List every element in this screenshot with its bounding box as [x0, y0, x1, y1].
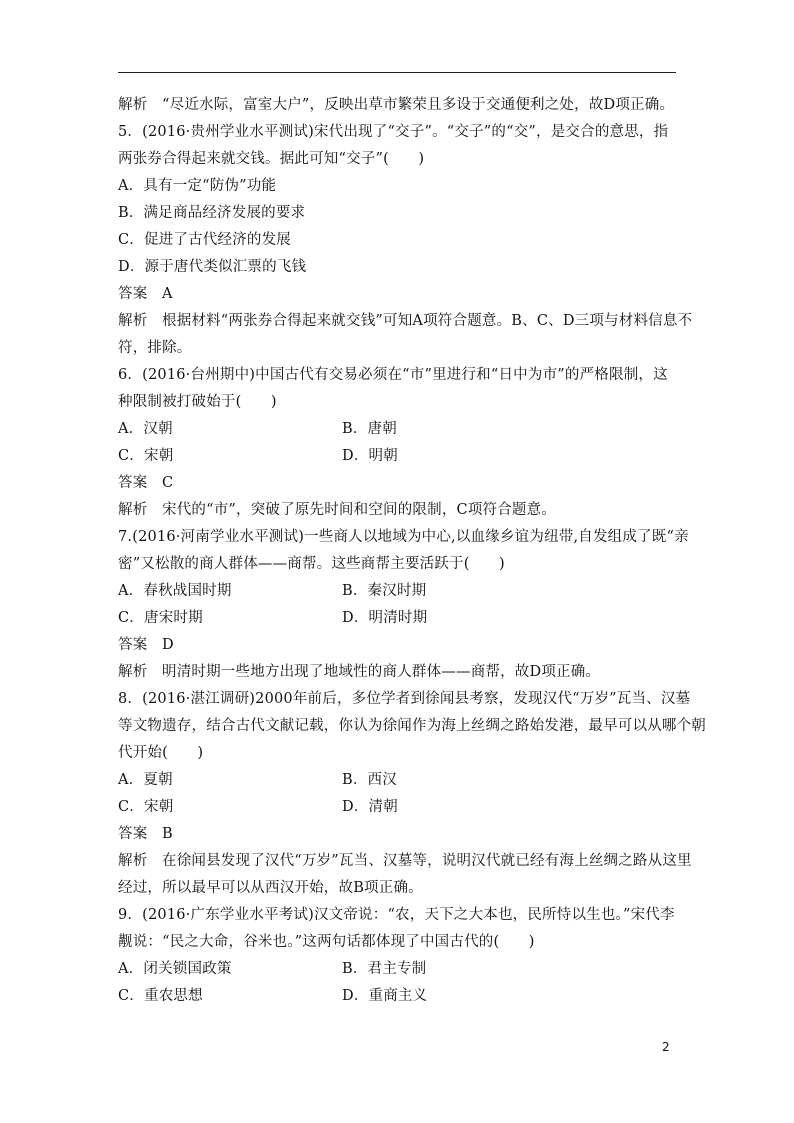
q9-stem-line-1: 9．(2016·广东学业水平考试)汉文帝说：“农，天下之大本也，民所恃以生也。”宋代李	[118, 907, 675, 923]
q7-analysis-text: 明清时期一些地方出现了地域性的商人群体——商帮，故D项正确。	[162, 664, 601, 680]
q6-stem-line-2: 种限制被打破始于( )	[118, 394, 277, 410]
q8-option-a: A．夏朝	[118, 772, 173, 788]
q8-answer: B	[162, 826, 173, 842]
q5-analysis-line-2: 符，排除。	[118, 340, 192, 356]
answer-label: 答案	[118, 826, 148, 842]
q7-answer-line	[118, 632, 678, 659]
q6-options-row-1	[118, 416, 678, 443]
q8-stem-line-1: 8．(2016·湛江调研)2000年前后，多位学者到徐闻县考察，发现汉代“万岁”瓦当、汉墓	[118, 691, 691, 707]
q7-options-row-2	[118, 605, 678, 632]
q5-option-a: A．具有一定“防伪”功能	[118, 178, 277, 194]
q7-option-b: B．秦汉时期	[342, 583, 427, 599]
q8-answer-line	[118, 821, 678, 848]
q7-stem-line-1: 7.(2016·河南学业水平测试)一些商人以地域为中心,以血缘乡谊为纽带,自发组成了既“亲	[118, 529, 689, 545]
q5-answer: A	[162, 286, 173, 302]
q5-stem-line-1: 5．(2016·贵州学业水平测试)宋代出现了“交子”。“交子”的“交”，是交合的意思，指	[118, 124, 669, 140]
q6-options-row-2	[118, 443, 678, 470]
q9-option-a: A．闭关锁国政策	[118, 961, 232, 977]
q5-option-b: B．满足商品经济发展的要求	[118, 205, 306, 221]
q7-answer: D	[162, 637, 174, 653]
q8-analysis-line-1	[118, 848, 692, 875]
analysis-label: 解析	[118, 313, 148, 329]
q8-option-d: D．清朝	[342, 799, 398, 815]
q8-option-b: B．西汉	[342, 772, 397, 788]
q8-stem-line-3: 代开始( )	[118, 745, 204, 761]
q7-options-row-1	[118, 578, 678, 605]
q6-answer: C	[162, 475, 174, 491]
q6-answer-line	[118, 470, 678, 497]
q9-options-row-2	[118, 983, 678, 1010]
q9-stem-line-2: 觏说：“民之大命，谷米也。”这两句话都体现了中国古代的( )	[118, 934, 535, 950]
q9-option-b: B．君主专制	[342, 961, 427, 977]
q8-options-row-2	[118, 794, 678, 821]
answer-label: 答案	[118, 637, 148, 653]
q4-analysis-text: “尽近水际，富室大户”，反映出草市繁荣且多设于交通便利之处，故D项正确。	[162, 97, 675, 113]
q9-options-row-1	[118, 956, 678, 983]
document-body	[118, 92, 706, 1010]
q8-options-row-1	[118, 767, 678, 794]
q5-analysis-line-1	[118, 308, 693, 335]
q6-option-a: A．汉朝	[118, 421, 173, 437]
q9-option-c: C．重农思想	[118, 988, 203, 1004]
analysis-label: 解析	[118, 853, 148, 869]
analysis-label: 解析	[118, 502, 148, 518]
q5-answer-line	[118, 281, 678, 308]
q6-stem-line-1: 6．(2016·台州期中)中国古代有交易必须在“市”里进行和“日中为市”的严格限制，这	[118, 367, 668, 383]
answer-label: 答案	[118, 475, 148, 491]
q7-option-a: A．春秋战国时期	[118, 583, 232, 599]
q5-stem-line-2: 两张券合得起来就交钱。据此可知“交子”( )	[118, 151, 425, 167]
q6-analysis-line	[118, 497, 678, 524]
q9-option-d: D．重商主义	[342, 988, 428, 1004]
q7-option-c: C．唐宋时期	[118, 610, 203, 626]
q5-analysis-text-1: 根据材料“两张券合得起来就交钱”可知A项符合题意。B、C、D三项与材料信息不	[162, 313, 693, 329]
q6-analysis-text: 宋代的“市”，突破了原先时间和空间的限制，C项符合题意。	[162, 502, 557, 518]
q8-analysis-text-1: 在徐闻县发现了汉代“万岁”瓦当、汉墓等，说明汉代就已经有海上丝绸之路从这里	[162, 853, 692, 869]
q8-stem-line-2: 等文物遗存，结合古代文献记载，你认为徐闻作为海上丝绸之路始发港，最早可以从哪个朝	[118, 718, 706, 734]
q4-analysis-line	[118, 92, 678, 119]
q7-analysis-line	[118, 659, 678, 686]
q7-option-d: D．明清时期	[342, 610, 428, 626]
header-rule	[118, 72, 676, 73]
q8-option-c: C．宋朝	[118, 799, 174, 815]
analysis-label: 解析	[118, 97, 148, 113]
q6-option-c: C．宋朝	[118, 448, 174, 464]
q8-analysis-line-2: 经过，所以最早可以从西汉开始，故B项正确。	[118, 880, 423, 896]
page-number: 2	[662, 1040, 670, 1054]
q7-stem-line-2: 密”又松散的商人群体——商帮。这些商帮主要活跃于( )	[118, 556, 505, 572]
q6-option-d: D．明朝	[342, 448, 398, 464]
analysis-label: 解析	[118, 664, 148, 680]
q5-option-c: C．促进了古代经济的发展	[118, 232, 291, 248]
q5-option-d: D．源于唐代类似汇票的飞钱	[118, 259, 307, 275]
answer-label: 答案	[118, 286, 148, 302]
q6-option-b: B．唐朝	[342, 421, 397, 437]
